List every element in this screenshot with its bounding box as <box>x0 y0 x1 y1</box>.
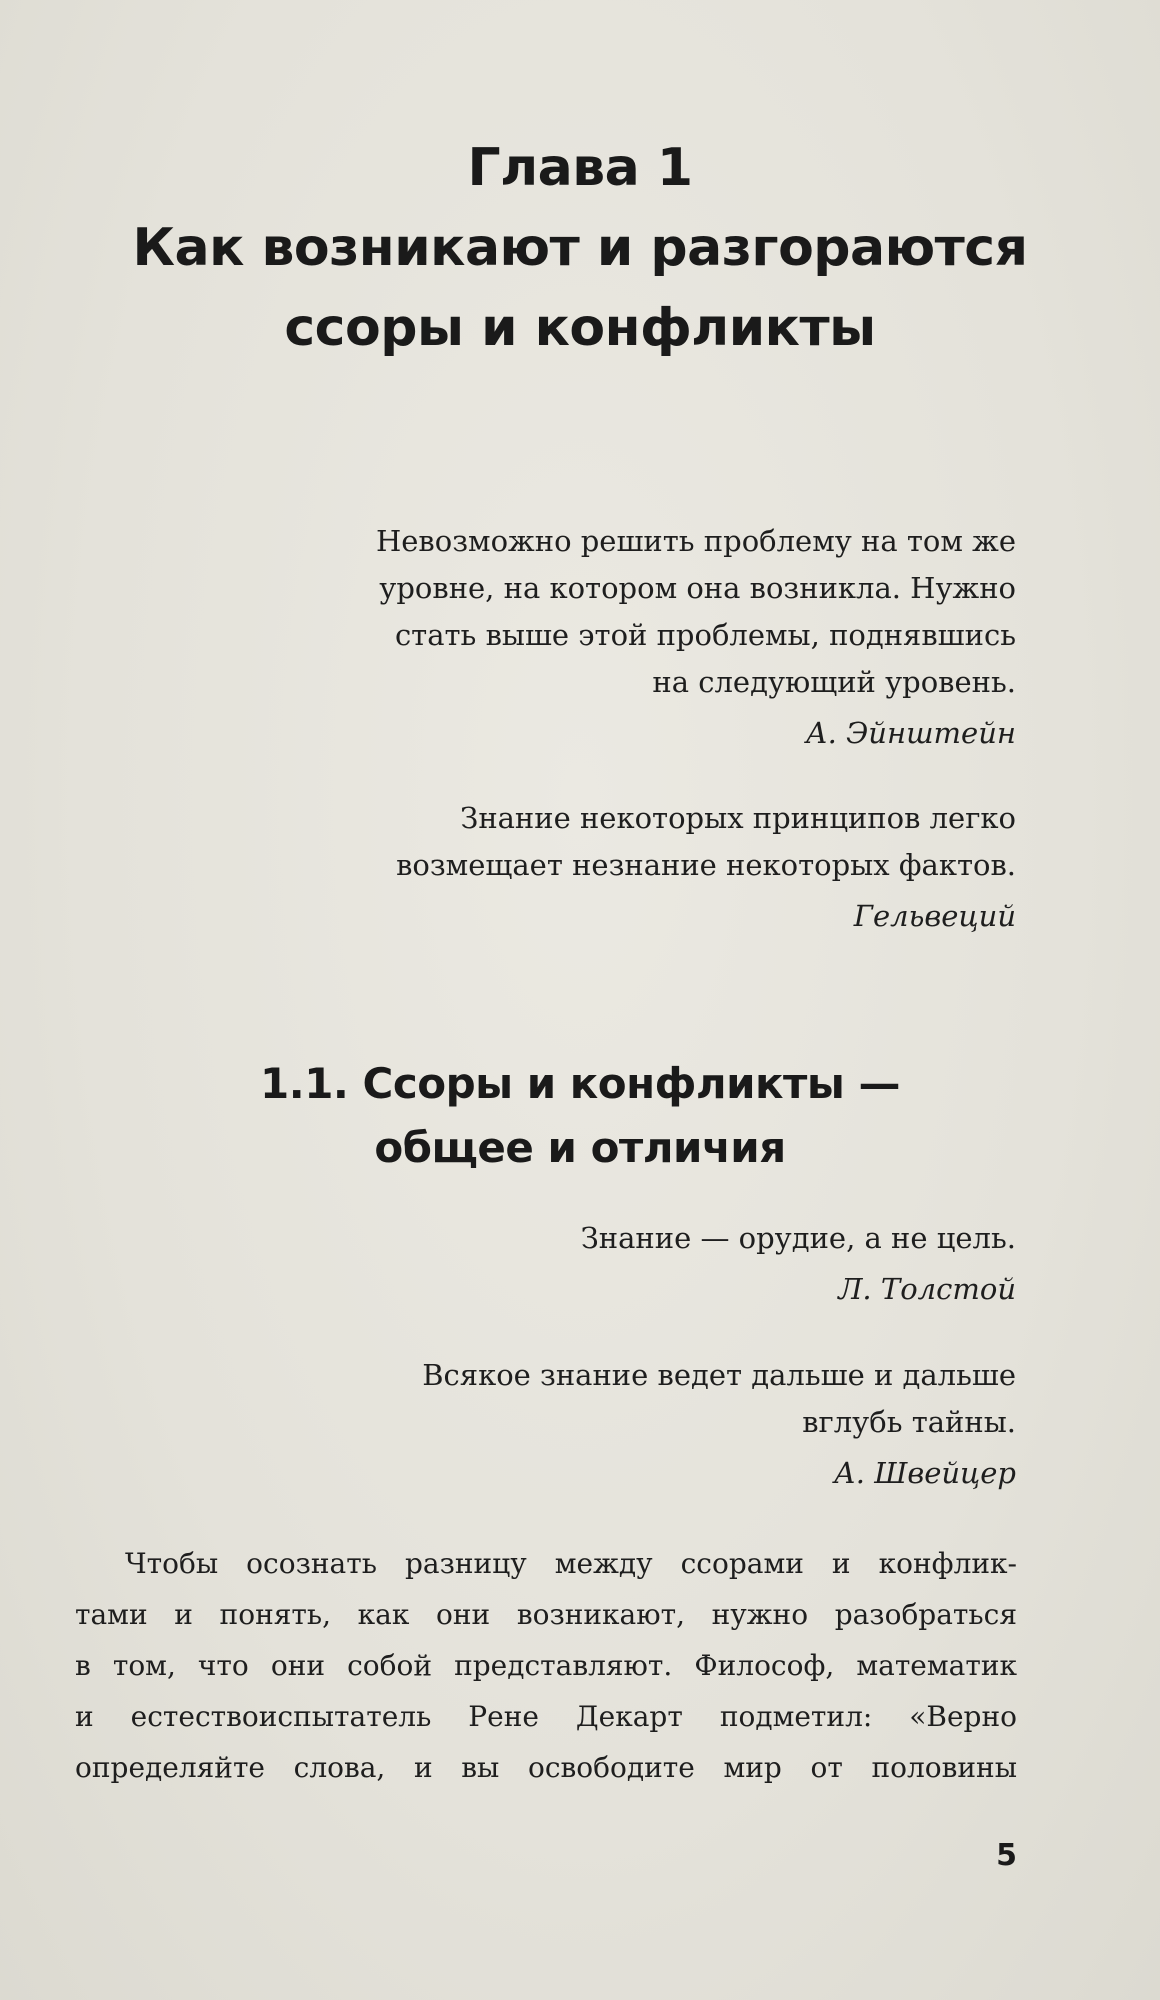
epigraph-line: на следующий уровень. <box>652 665 1016 699</box>
epigraph-author: А. Швейцер <box>833 1456 1016 1490</box>
epigraph-line: вглубь тайны. <box>802 1405 1016 1439</box>
section-title-line-2: общее и отличия <box>374 1123 786 1172</box>
chapter-title-line-1: Как возникают и разгораются <box>132 218 1028 278</box>
page-number: 5 <box>996 1838 1017 1873</box>
epigraph-line: стать выше этой проблемы, поднявшись <box>394 618 1016 652</box>
epigraph-line: уровне, на котором она возникла. Нужно <box>379 571 1016 605</box>
body-paragraph <box>75 1538 1017 1793</box>
chapter-number: Глава 1 <box>467 138 693 198</box>
epigraph-author: Гельвеций <box>853 899 1016 933</box>
epigraph-schweitzer <box>422 1352 1016 1497</box>
epigraph-author: Л. Толстой <box>838 1272 1016 1306</box>
epigraph-helvetius <box>396 795 1016 940</box>
body-line: в том, что они собой представляют. Философ, математик <box>75 1649 1017 1682</box>
epigraph-line: Всякое знание ведет дальше и дальше <box>422 1358 1016 1392</box>
body-line: и естествоиспытатель Рене Декарт подметил: «Верно <box>75 1700 1017 1733</box>
body-line: Чтобы осознать разницу между ссорами и конфлик- <box>125 1547 1017 1580</box>
section-title-line-1: 1.1. Ссоры и конфликты — <box>260 1059 900 1108</box>
chapter-title <box>80 128 1080 368</box>
epigraph-einstein <box>376 518 1016 757</box>
body-line: тами и понять, как они возникают, нужно разобраться <box>75 1598 1017 1631</box>
epigraph-tolstoy <box>581 1215 1016 1313</box>
section-title <box>80 1052 1080 1180</box>
epigraph-line: Невозможно решить проблему на том же <box>375 524 1016 558</box>
epigraph-line: Знание — орудие, а не цель. <box>580 1221 1016 1255</box>
chapter-title-line-2: ссоры и конфликты <box>284 298 876 358</box>
epigraph-line: возмещает незнание некоторых фактов. <box>396 848 1016 882</box>
epigraph-author: А. Эйнштейн <box>805 716 1016 750</box>
body-line: определяйте слова, и вы освободите мир от половины <box>75 1751 1017 1784</box>
epigraph-line: Знание некоторых принципов легко <box>460 801 1016 835</box>
